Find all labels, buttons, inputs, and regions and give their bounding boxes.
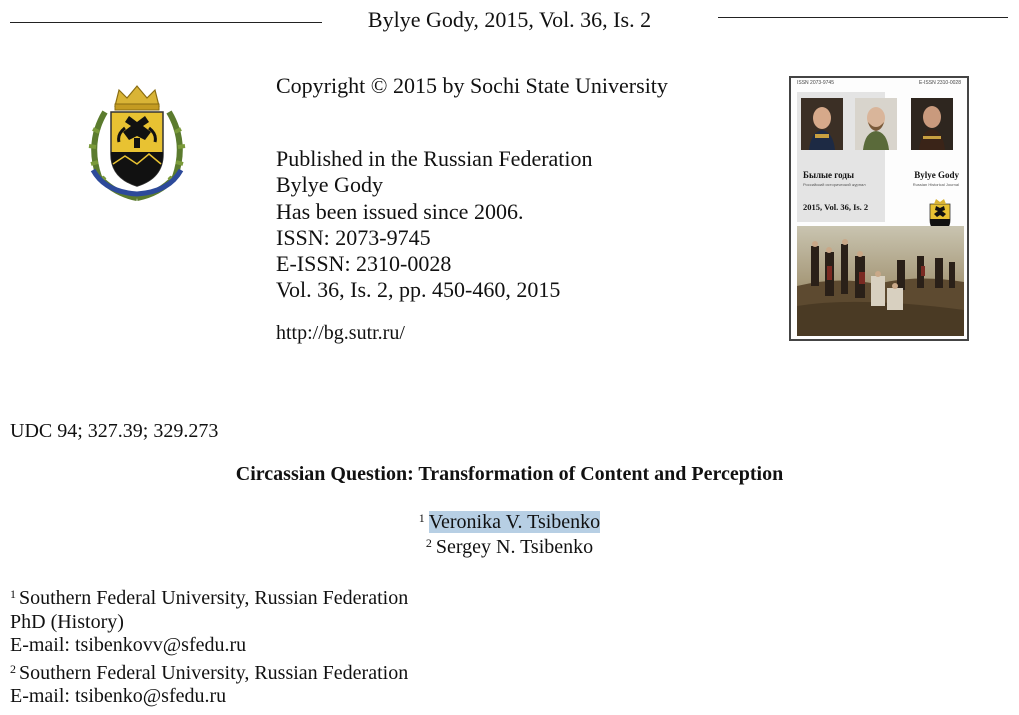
- journal-cover-image: [789, 76, 969, 341]
- cover-painting-icon: [797, 226, 964, 336]
- portrait-right-icon: [911, 98, 953, 150]
- affiliation-2: [10, 658, 408, 686]
- publication-info: [276, 146, 593, 304]
- volume-pages: Vol. 36, Is. 2, pp. 450-460, 2015: [276, 277, 561, 303]
- affiliation-2-org: Southern Federal University, Russian Federation: [19, 661, 409, 684]
- journal-url-link[interactable]: http://bg.sutr.ru/: [276, 322, 405, 344]
- affiliation-1: [10, 583, 408, 611]
- copyright-notice: Copyright © 2015 by Sochi State University: [276, 73, 668, 98]
- cover-eissn: E-ISSN 2310-0028: [919, 80, 961, 86]
- portrait-center-icon: [855, 98, 897, 150]
- affiliation-1-email[interactable]: E-mail: tsibenkovv@sfedu.ru: [10, 634, 247, 656]
- udc-code: UDC 94; 327.39; 329.273: [10, 420, 219, 442]
- author-1-superscript: 1: [418, 511, 425, 525]
- affiliation-1-degree: PhD (History): [10, 610, 124, 633]
- cover-title-ru: Былые годы: [803, 170, 854, 180]
- header-rule-right: [718, 17, 1008, 18]
- author-2-name[interactable]: Sergey N. Tsibenko: [435, 536, 594, 558]
- author-line-1: [0, 511, 1019, 534]
- article-title: Circassian Question: Transformation of Content and Perception: [235, 463, 784, 485]
- running-title: Bylye Gody, 2015, Vol. 36, Is. 2: [367, 7, 652, 32]
- cover-top-line: [797, 80, 961, 88]
- cover-issn: ISSN 2073-9745: [797, 80, 834, 86]
- journal-name: Bylye Gody: [276, 172, 383, 198]
- affiliation-1-superscript: 1: [10, 587, 16, 601]
- cover-subtitle-ru: Российский исторический журнал: [803, 182, 866, 187]
- issued-since: Has been issued since 2006.: [276, 198, 524, 224]
- affiliation-1-org: Southern Federal University, Russian Federation: [19, 587, 409, 609]
- cover-title-en: Bylye Gody: [914, 170, 959, 180]
- publication-country: Published in the Russian Federation: [276, 146, 593, 171]
- affiliations-block: [10, 583, 408, 709]
- affiliation-2-email[interactable]: E-mail: tsibenko@sfedu.ru: [10, 685, 227, 707]
- affiliation-2-superscript: 2: [10, 661, 16, 676]
- issn: ISSN: 2073-9745: [276, 224, 431, 250]
- coat-of-arms-icon: [85, 82, 189, 204]
- author-line-2: [0, 536, 1019, 559]
- author-2-superscript: 2: [425, 536, 432, 550]
- cover-volume: 2015, Vol. 36, Is. 2: [803, 202, 869, 212]
- cover-subtitle-en: Russian Historical Journal: [912, 182, 959, 187]
- portrait-left-icon: [801, 98, 843, 150]
- author-1-name-selected[interactable]: Veronika V. Tsibenko: [428, 511, 601, 533]
- e-issn: E-ISSN: 2310-0028: [276, 251, 452, 277]
